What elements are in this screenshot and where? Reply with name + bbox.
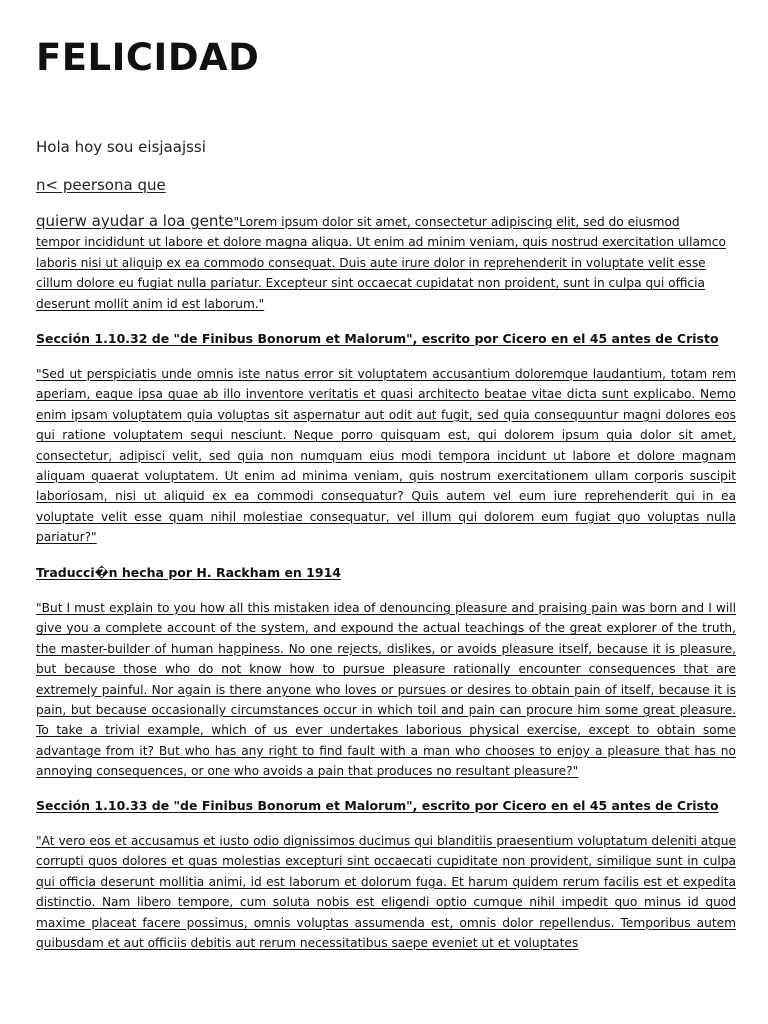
intro-line-3-lead: quierw ayudar a loa gente [36, 212, 234, 230]
intro-paragraph [36, 211, 726, 314]
lorem-paragraph: "Lorem ipsum dolor sit amet, consectetur adipiscing elit, sed do eiusmod tempor incididunt ut labore et dolore magna aliqua. Ut enim ad minim veniam, quis nostrud exercitation ullamco laboris nisi ut aliquip ex ea commodo consequat. Duis aute irure dolor in reprehenderit in voluptate velit esse cillum dolore eu fugiat nulla pariatur. Excepteur sint occaecat cupidatat non proident, sunt in culpa qui officia deserunt mollit anim id est laborum." [36, 215, 726, 311]
section-body: "Sed ut perspiciatis unde omnis iste natus error sit voluptatem accusantium doloremque laudantium, totam rem aperiam, eaque ipsa quae ab illo inventore veritatis et quasi architecto beatae vitae dicta sunt explicabo. Nemo enim ipsam voluptatem quia voluptas sit aspernatur aut odit aut fugit, sed quia consequuntur magni dolores eos qui ratione voluptatem sequi nesciunt. Neque porro quisquam est, qui dolorem ipsum quia dolor sit amet, consectetur, adipisci velit, sed quia non numquam eius modi tempora incidunt ut labore et dolore magnam aliquam quaerat voluptatem. Ut enim ad minima veniam, quis nostrum exercitationem ullam corporis suscipit laboriosam, nisi ut aliquid ex ea commodi consequatur? Quis autem vel eum iure reprehenderit qui in ea voluptate velit esse quam nihil molestiae consequatur, vel illum qui dolorem eum fugiat quo voluptas nulla pariatur?" [36, 367, 736, 545]
intro-line-1: Hola hoy sou eisjaajssi [36, 138, 206, 156]
section-body: "At vero eos et accusamus et iusto odio dignissimos ducimus qui blanditiis praesentium voluptatum deleniti atque corrupti quos dolores et quas molestias excepturi sint occaecati cupiditate non provident, similique sunt in culpa qui officia deserunt mollitia animi, id est laborum et dolorum fuga. Et harum quidem rerum facilis est et expedita distinctio. Nam libero tempore, cum soluta nobis est eligendi optio cumque nihil impedit quo minus id quod maxime placeat facere possimus, omnis voluptas assumenda est, omnis dolor repellendus. Temporibus autem quibusdam et aut officiis debitis aut rerum necessitatibus saepe eveniet ut et voluptates [36, 834, 736, 951]
section-heading: Traducci�n hecha por H. Rackham en 1914 [36, 565, 341, 580]
section-heading: Sección 1.10.32 de "de Finibus Bonorum et Malorum", escrito por Cicero en el 45 antes de Cristo [36, 331, 719, 346]
intro-line-2: n< peersona que [36, 176, 166, 194]
section-heading: Sección 1.10.33 de "de Finibus Bonorum et Malorum", escrito por Cicero en el 45 antes de Cristo [36, 798, 719, 813]
document-title: FELICIDAD [36, 36, 260, 79]
section-body: "But I must explain to you how all this mistaken idea of denouncing pleasure and praising pain was born and I will give you a complete account of the system, and expound the actual teachings of the great explorer of the truth, the master-builder of human happiness. No one rejects, dislikes, or avoids pleasure itself, because it is pleasure, but because those who do not know how to pursue pleasure rationally encounter consequences that are extremely painful. Nor again is there anyone who loves or pursues or desires to obtain pain of itself, because it is pain, but because occasionally circumstances occur in which toil and pain can procure him some great pleasure. To take a trivial example, which of us ever undertakes laborious physical exercise, except to obtain some advantage from it? But who has any right to find fault with a man who chooses to enjoy a pleasure that has no annoying consequences, or one who avoids a pain that produces no resultant pleasure?" [36, 601, 736, 779]
